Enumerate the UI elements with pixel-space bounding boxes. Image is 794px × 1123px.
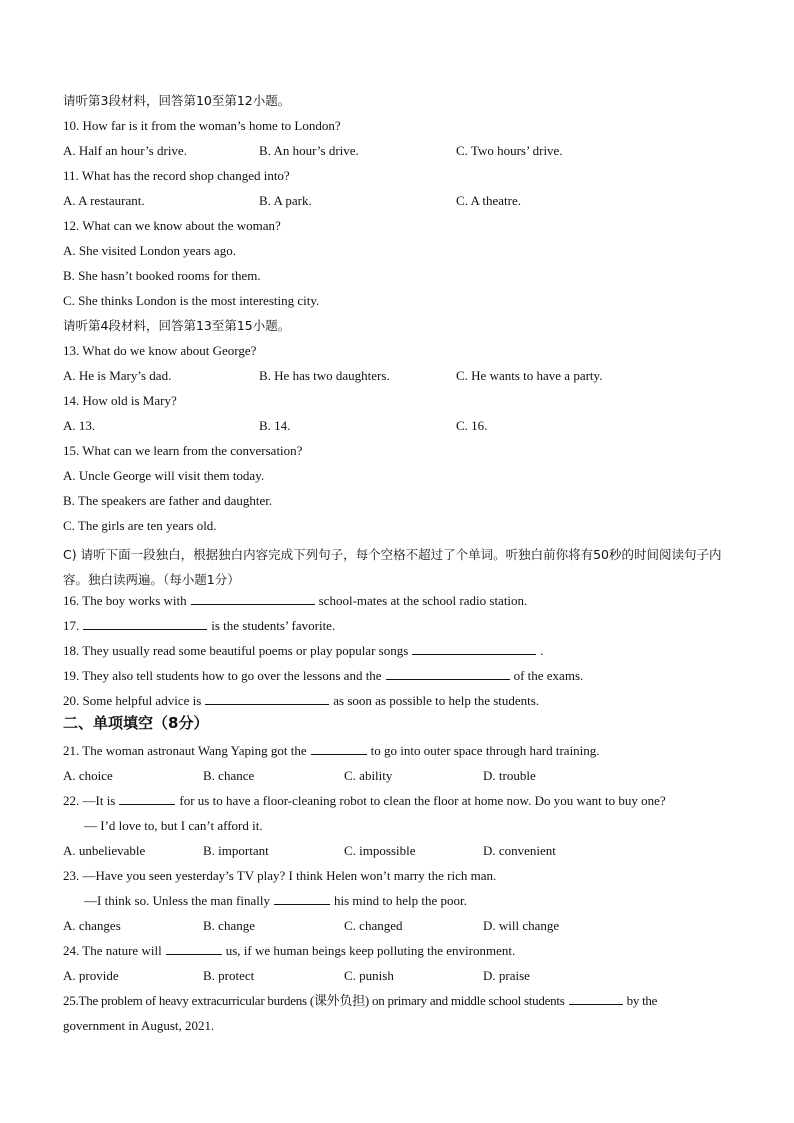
question-17-number: 17. [63,618,80,633]
question-15-option-b: B. The speakers are father and daughter. [63,493,273,508]
option-b: B. important [203,843,269,858]
question-24-text: 24. The nature will [63,943,162,958]
option-c: C. changed [344,918,403,933]
question-23: 23. —Have you seen yesterday’s TV play? I think Helen won’t marry the rich man. [63,868,497,883]
question-25 [63,992,657,1009]
question-15-option-a: A. Uncle George will visit them today. [63,468,265,483]
option-d: D. convenient [483,843,556,858]
option-a: A. 13. [63,418,96,433]
question-21-text-end: to go into outer space through hard training. [370,743,600,758]
answer-blank[interactable] [83,617,207,630]
option-a: A. He is Mary’s dad. [63,368,172,383]
question-22-text-end: for us to have a floor-cleaning robot to clean the floor at home now. Do you want to buy one? [179,793,666,808]
section-4-instruction: 请听第4段材料，回答第13至第15小题。 [63,318,291,333]
answer-blank[interactable] [119,792,175,805]
question-23-reply [84,892,467,909]
question-20 [63,692,539,709]
question-16-text-end: school-mates at the school radio station. [318,593,528,608]
question-11: 11. What has the record shop changed into? [63,168,290,183]
option-b: B. 14. [259,418,291,433]
option-c: C. impossible [344,843,416,858]
question-19-text-end: of the exams. [513,668,584,683]
option-c: C. Two hours’ drive. [456,143,563,158]
answer-blank[interactable] [166,942,222,955]
question-24 [63,942,515,959]
option-c: C. ability [344,768,393,783]
section-2-heading: 二、单项填空（8分） [63,714,209,732]
answer-blank[interactable] [569,992,623,1005]
option-d: D. praise [483,968,530,983]
question-17 [63,617,335,634]
question-22-reply: — I’d love to, but I can’t afford it. [84,818,263,833]
question-16-text: 16. The boy works with [63,593,187,608]
question-19 [63,667,583,684]
option-b: B. chance [203,768,255,783]
answer-blank[interactable] [274,892,330,905]
option-c: C. He wants to have a party. [456,368,603,383]
question-18-text: 18. They usually read some beautiful poems or play popular songs [63,643,409,658]
option-a: A. unbelievable [63,843,146,858]
question-18-end: . [540,643,544,658]
option-c: C. 16. [456,418,488,433]
question-20-text: 20. Some helpful advice is [63,693,202,708]
option-b: B. A park. [259,193,312,208]
option-d: D. trouble [483,768,536,783]
question-14: 14. How old is Mary? [63,393,177,408]
question-24-text-end: us, if we human beings keep polluting the environment. [225,943,516,958]
option-d: D. will change [483,918,560,933]
answer-blank[interactable] [205,692,329,705]
option-a: A. provide [63,968,119,983]
option-a: A. choice [63,768,113,783]
section-3-instruction: 请听第3段材料，回答第10至第12小题。 [63,93,291,108]
question-20-text-end: as soon as possible to help the students. [333,693,540,708]
question-25-text: 25.The problem of heavy extracurricular burdens (课外负担) on primary and middle school students [63,993,565,1008]
option-b: B. protect [203,968,255,983]
question-12-option-b: B. She hasn’t booked rooms for them. [63,268,261,283]
question-23-reply-text: —I think so. Unless the man finally [84,893,270,908]
question-18 [63,642,544,659]
question-22-text: 22. —It is [63,793,116,808]
answer-blank[interactable] [191,592,315,605]
question-22 [63,792,666,809]
answer-blank[interactable] [311,742,367,755]
option-a: A. A restaurant. [63,193,145,208]
question-19-text: 19. They also tell students how to go over the lessons and the [63,668,382,683]
question-17-text: is the students’ favorite. [211,618,336,633]
question-15-option-c: C. The girls are ten years old. [63,518,217,533]
section-c-instruction: C) 请听下面一段独白，根据独白内容完成下列句子，每个空格不超过了个单词。听独白前你将有50秒的时间阅读句子内容。独白读两遍。（每小题1分） [63,547,722,587]
option-c: C. punish [344,968,394,983]
question-21-text: 21. The woman astronaut Wang Yaping got the [63,743,307,758]
question-25-text-end: by the [626,993,658,1008]
question-13: 13. What do we know about George? [63,343,257,358]
answer-blank[interactable] [412,642,536,655]
question-12-option-a: A. She visited London years ago. [63,243,236,258]
option-a: A. Half an hour’s drive. [63,143,187,158]
option-b: B. change [203,918,255,933]
question-12-option-c: C. She thinks London is the most interesting city. [63,293,320,308]
question-15: 15. What can we learn from the conversation? [63,443,303,458]
question-23-reply-end: his mind to help the poor. [333,893,467,908]
question-12: 12. What can we know about the woman? [63,218,281,233]
question-25-continuation: government in August, 2021. [63,1018,215,1033]
option-b: B. An hour’s drive. [259,143,359,158]
answer-blank[interactable] [386,667,510,680]
question-10: 10. How far is it from the woman’s home to London? [63,118,341,133]
question-16 [63,592,527,609]
option-a: A. changes [63,918,121,933]
option-b: B. He has two daughters. [259,368,390,383]
question-21 [63,742,600,759]
option-c: C. A theatre. [456,193,521,208]
